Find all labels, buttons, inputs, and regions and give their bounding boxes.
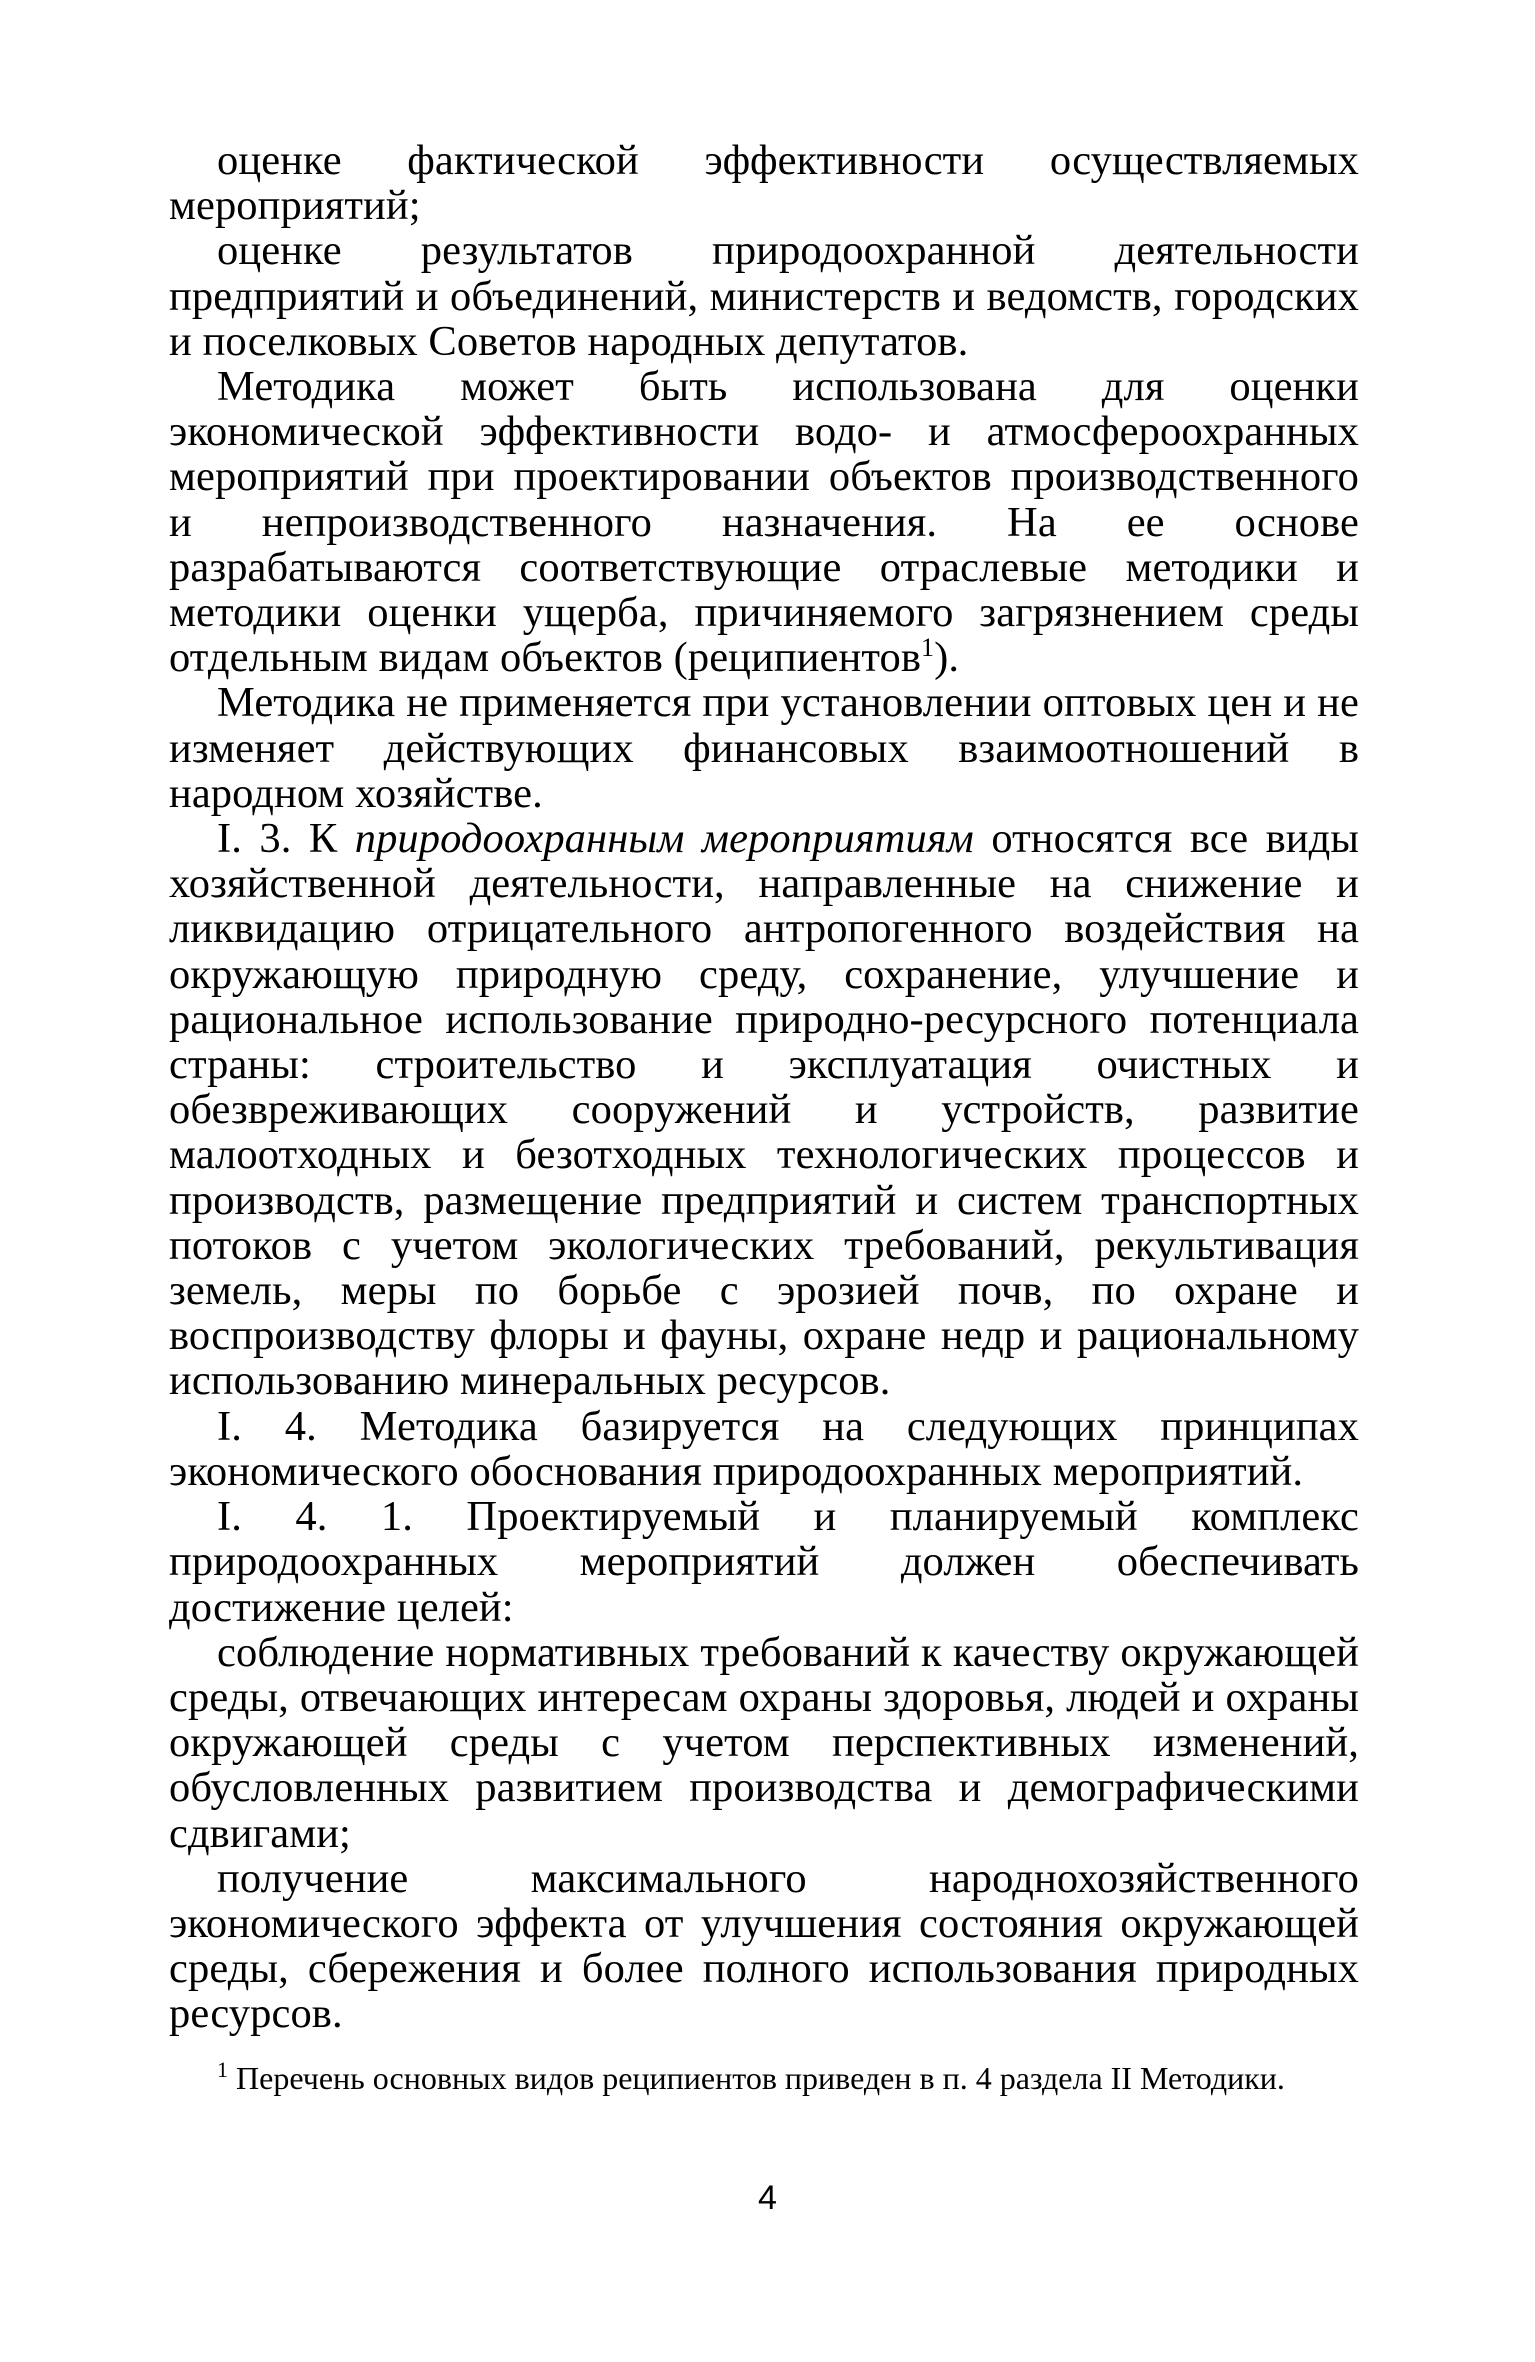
paragraph-goal-standards <box>169 1630 1359 1856</box>
paragraph-text: Методика может быть использована для оценки экономической эффективности водо- и атмосфероохранных мероприятий при проектировании объектов производственного и непроизводственного назначения. На ее основе разрабатываются соответствующие отраслевые методики и методики оценки ущерба, причиняемого загрязнением среды отдельным видам объектов (реципиентов <box>169 363 1359 682</box>
paragraph-section-1-4 <box>169 1404 1359 1494</box>
page-body <box>169 138 1359 2037</box>
footnote <box>169 2058 1359 2099</box>
paragraph-text: I. 4. Методика базируется на следующих принципах экономического обоснования природоохранных мероприятий. <box>169 1402 1359 1495</box>
paragraph-text: относятся все виды хозяйственной деятельности, направленные на снижение и ликвидацию отрицательного антропогенного воздействия на окружающую природную среду, сохранение, улучшение и рациональное использование природно-ресурсного потенциала страны: строительство и эксплуатация очистных и обезвреживающих сооружений и устройств, развитие малоотходных и безотходных технологических процессов и производств, размещение предприятий и систем транспортных потоков с учетом экологических требований, рекультивация земель, меры по борьбе с эрозией почв, по охране и воспроизводству флоры и фауны, охране недр и рациональному использованию минеральных ресурсов. <box>169 815 1360 1405</box>
paragraph-text: I. 4. 1. Проектируемый и планируемый комплекс природоохранных мероприятий должен обеспечивать достижение целей: <box>169 1493 1359 1631</box>
footnote-reference: 1 <box>921 633 935 663</box>
paragraph-text-tail: ). <box>934 634 960 682</box>
paragraph-text: соблюдение нормативных требований к качеству окружающей среды, отвечающих интересам охраны здоровья, людей и охраны окружающей среды с учетом перспективных изменений, обусловленных развитием производства и демографическими сдвигами; <box>169 1628 1359 1857</box>
paragraph-section-1-3 <box>169 816 1359 1404</box>
paragraph-methodology-usage <box>169 364 1359 680</box>
page-number: 4 <box>758 2179 777 2217</box>
paragraph-text: получение максимального народнохозяйственного экономического эффекта от улучшения состояния окружающей среды, сбережения и более полного использования природных ресурсов. <box>169 1854 1359 2038</box>
paragraph-text: оценке фактической эффективности осуществляемых мероприятий; <box>169 137 1359 230</box>
paragraph-assessment-effectiveness <box>169 138 1359 228</box>
footnote-marker: 1 <box>217 2057 228 2082</box>
paragraph-assessment-results <box>169 228 1359 364</box>
paragraph-text: оценке результатов природоохранной деятельности предприятий и объединений, министерств и ведомств, городских и поселковых Советов народных депутатов. <box>169 227 1359 365</box>
defined-term: природоохранным мероприятиям <box>354 815 974 863</box>
section-number: I. 3. К <box>217 815 355 863</box>
footnote-text: Перечень основных видов реципиентов приведен в п. 4 раздела II Методики. <box>228 2060 1285 2096</box>
paragraph-section-1-4-1 <box>169 1494 1359 1630</box>
paragraph-methodology-limits <box>169 680 1359 816</box>
paragraph-text: Методика не применяется при установлении оптовых цен и не изменяет действующих финансовых взаимоотношений в народном хозяйстве. <box>169 679 1359 817</box>
paragraph-goal-effect <box>169 1856 1359 2037</box>
